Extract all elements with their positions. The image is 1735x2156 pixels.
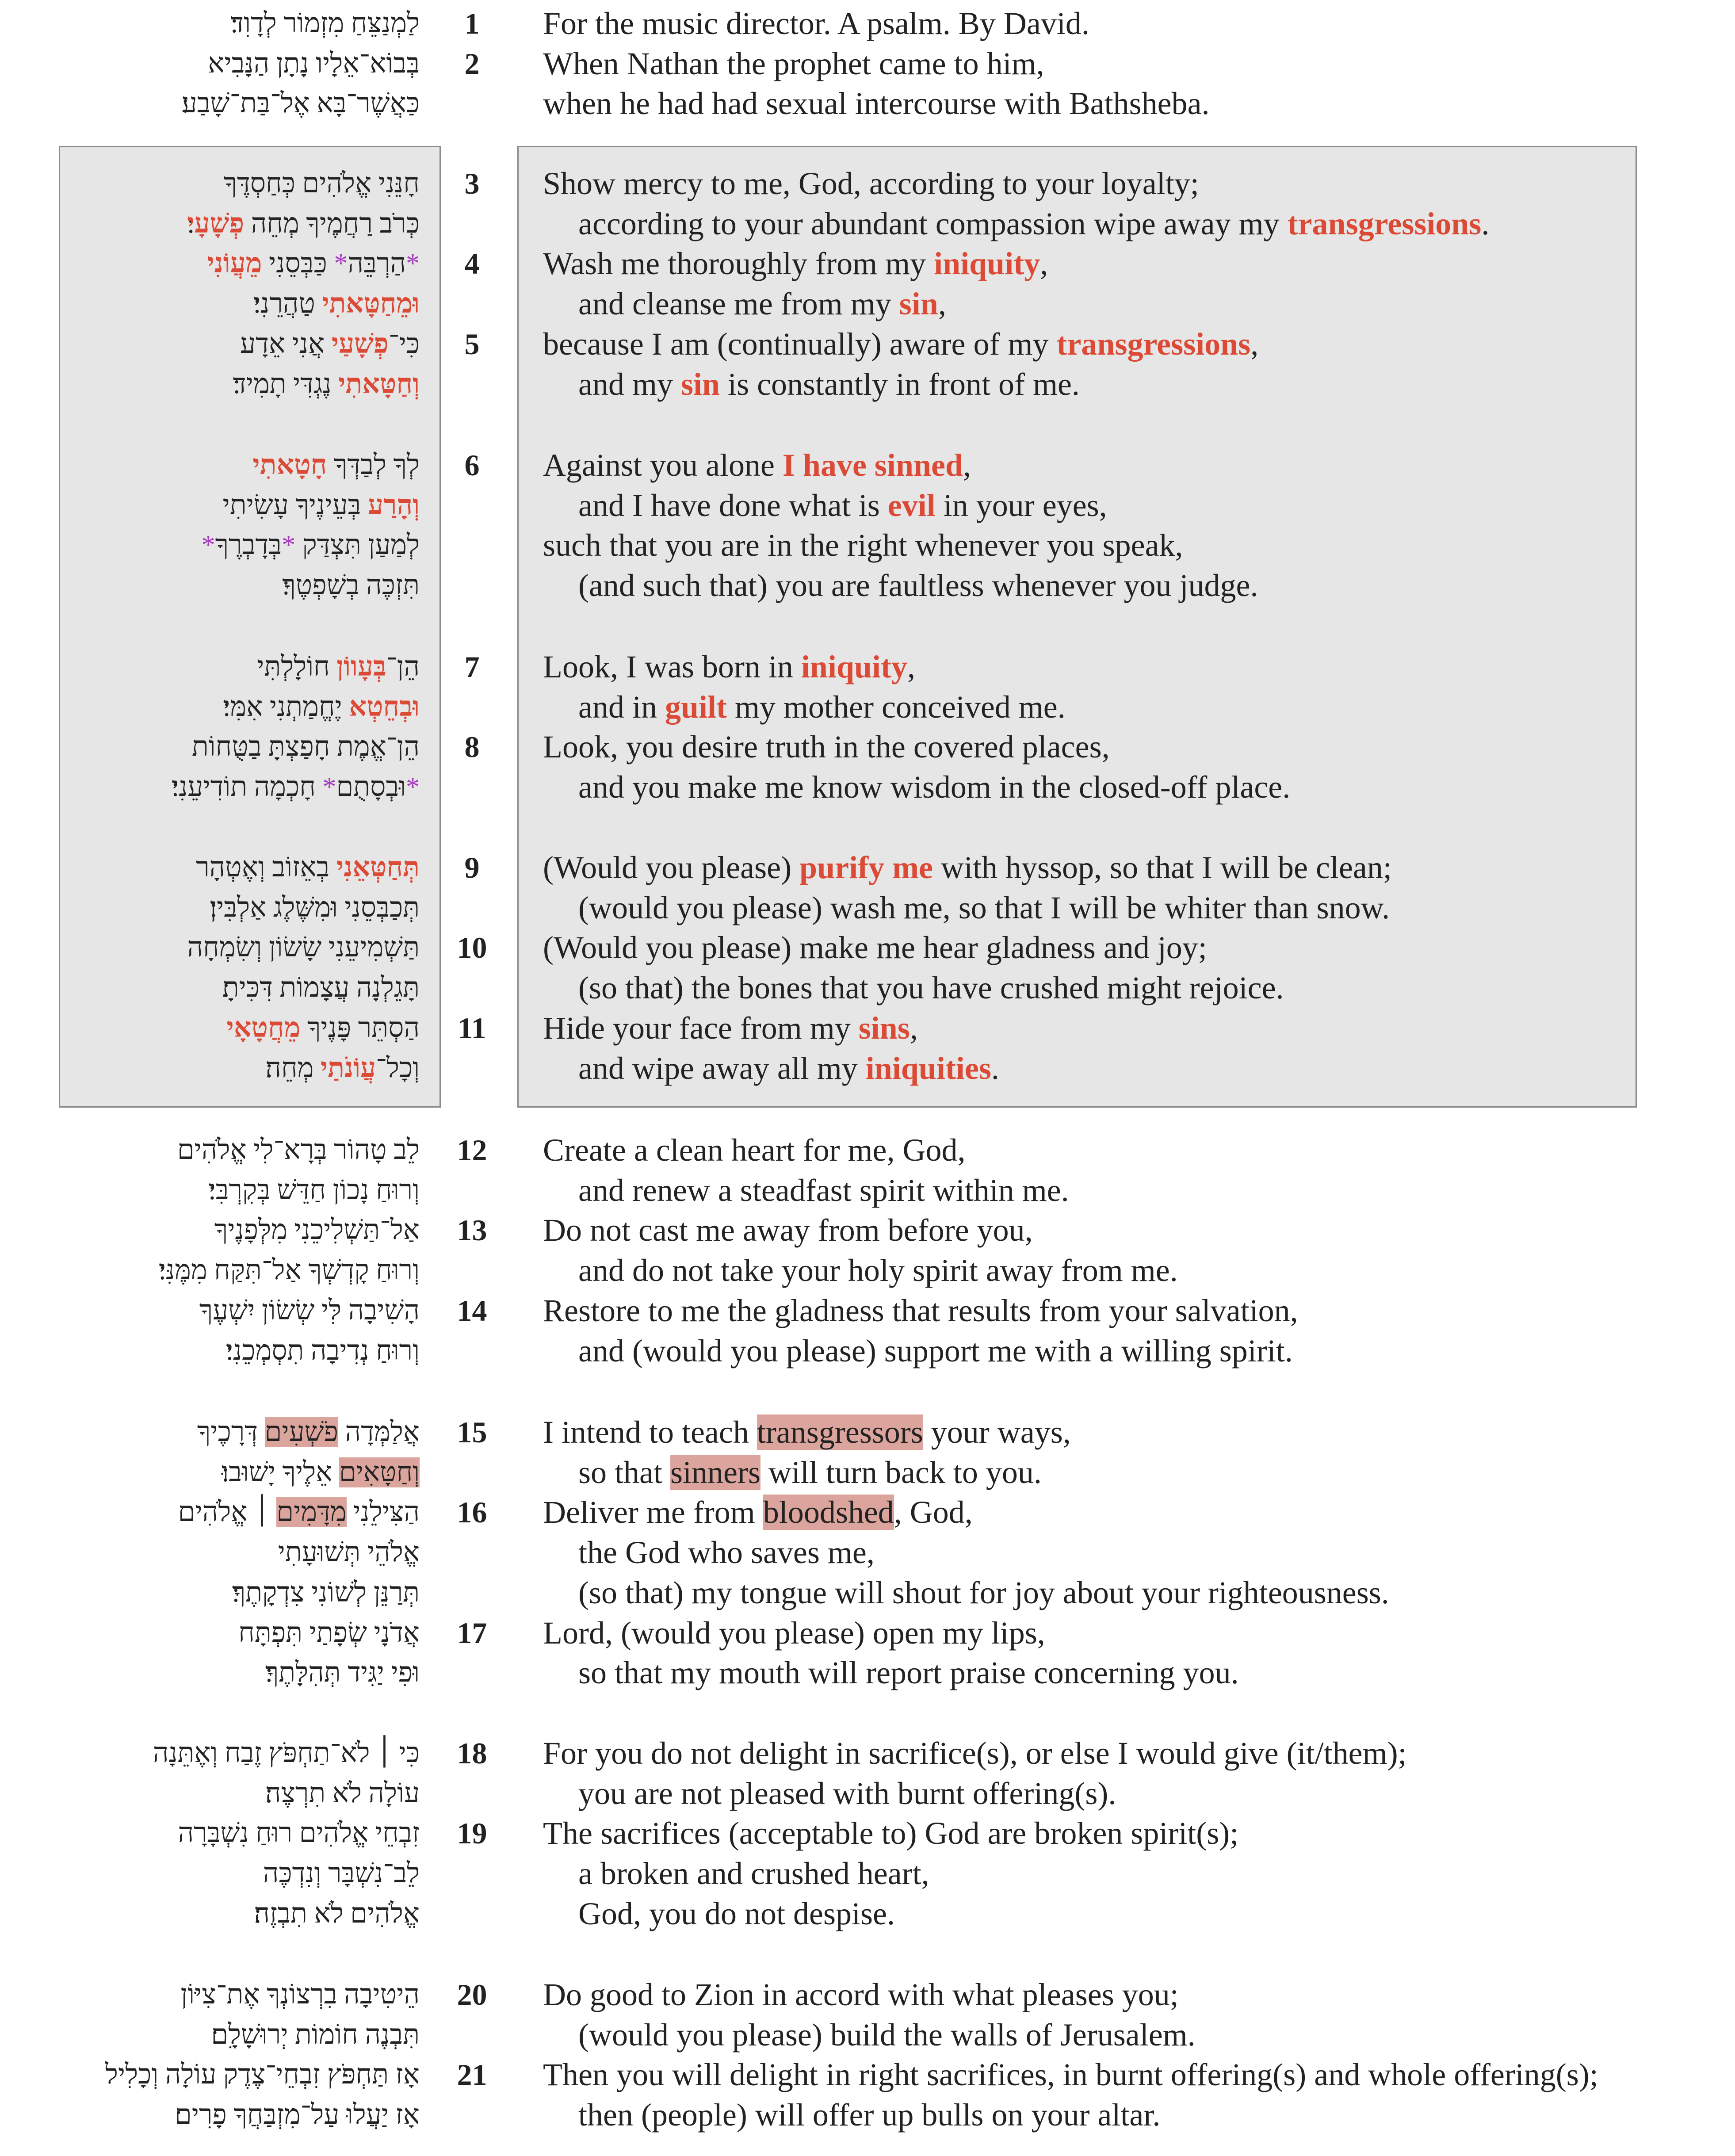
hebrew-line: [257, 647, 420, 687]
verse-number: [442, 1854, 502, 1893]
hebrew-text-segment: אָז יַעֲלוּ עַל־מִזְבַּחֲךָ פָרִים׃: [175, 2100, 420, 2130]
hebrew-text-segment: אַל־תַּשְׁלִיכֵנִי מִלְּפָנֶיךָ: [214, 1215, 420, 1246]
verse-number: [442, 1048, 502, 1088]
english-line: [578, 566, 1258, 605]
hebrew-line: [187, 204, 420, 244]
verse-number: [442, 1894, 502, 1934]
hebrew-text-segment: עוֹלָה לֹא תִרְצֶה׃: [265, 1778, 420, 1808]
english-text-segment: ,: [910, 1010, 918, 1046]
english-line: [578, 204, 1489, 244]
english-text-segment: in your eyes,: [935, 487, 1107, 523]
english-text-segment: Restore to me the gladness that results from your salvation,: [543, 1292, 1298, 1328]
english-line: [543, 44, 1044, 84]
english-text-segment: For the music director. A psalm. By David.: [543, 6, 1089, 41]
verse-number: 18: [457, 1736, 487, 1770]
english-text-segment: Look, I was born in: [543, 649, 801, 684]
english-text-segment: (would you please) build the walls of Jerusalem.: [578, 2017, 1196, 2053]
english-line: [543, 1412, 1071, 1452]
english-text-segment: Look, you desire truth in the covered places,: [543, 729, 1110, 765]
english-line: [578, 687, 1066, 727]
hebrew-line: [182, 84, 420, 123]
english-text-segment: ,: [1040, 246, 1048, 282]
english-emphasis-word: evil: [887, 487, 936, 523]
hebrew-line: [208, 44, 420, 84]
english-text-segment: The sacrifices (acceptable to) God are broken spirit(s);: [543, 1816, 1239, 1851]
verse-number: 12: [457, 1133, 487, 1167]
hebrew-line: [278, 1533, 420, 1572]
english-text-segment: and do not take your holy spirit away from me.: [578, 1253, 1178, 1288]
english-line: [578, 767, 1290, 807]
textual-note-marker: *: [322, 772, 336, 803]
verse-number: 1: [464, 7, 480, 40]
hebrew-text-segment: הַסְתֵּר פָּנֶיךָ: [300, 1013, 420, 1043]
english-line: [543, 1733, 1407, 1773]
english-emphasis-word: iniquities: [865, 1050, 991, 1086]
textual-note-marker: *: [334, 248, 348, 279]
hebrew-line: [233, 364, 420, 404]
verse-number: 19: [457, 1816, 487, 1850]
hebrew-line: [105, 2055, 420, 2095]
hebrew-text-segment: מְחֵה׃: [265, 1053, 321, 1083]
verse-number: 2: [464, 46, 480, 80]
english-line: [543, 848, 1392, 887]
verse-number: 4: [464, 247, 480, 281]
verse-number: [442, 525, 502, 565]
english-line: [578, 1774, 1116, 1813]
verse-number: 3: [464, 167, 480, 200]
hebrew-text-segment: וְרוּחַ נָכוֹן חַדֵּשׁ בְּקִרְבִּי׃: [208, 1175, 420, 1205]
hebrew-emphasis-word: פְשָׁעַי: [331, 329, 389, 359]
textual-note-marker: *: [201, 530, 215, 561]
hebrew-highlighted-word: פֹשְׁעִים: [264, 1417, 339, 1447]
english-emphasis-word: iniquity: [934, 246, 1040, 282]
hebrew-text-segment: טַהֲרֵנִי׃: [253, 289, 322, 319]
english-text-segment: and (would you please) support me with a willing spirit.: [578, 1333, 1293, 1369]
verse-number: [442, 204, 502, 244]
hebrew-line: [172, 767, 420, 807]
verse-number: 10: [457, 931, 487, 965]
english-text-segment: such that you are in the right whenever you speak,: [543, 528, 1183, 563]
english-text-segment: is constantly in front of me.: [720, 366, 1080, 402]
hebrew-text-segment: לֵב טָהוֹר בְּרָא־לִי אֱלֹהִים: [177, 1135, 420, 1165]
hebrew-text-segment: הֵן־אֱמֶת חָפַצְתָּ בַטֻּחוֹת: [191, 732, 420, 762]
verse-number: [442, 2015, 502, 2055]
textual-note-marker: *: [406, 772, 420, 803]
english-line: [578, 1854, 929, 1893]
hebrew-text-segment: יֶחֱמַתְנִי אִמִּי׃: [223, 692, 349, 722]
english-line: [543, 647, 915, 687]
english-text-segment: (Would you please) make me hear gladness and joy;: [543, 930, 1207, 966]
hebrew-emphasis-word: תְּחַטְּאֵנִי: [336, 852, 420, 883]
hebrew-text-segment: בְּעֵינֶיךָ עָשִׂיתִי: [222, 490, 368, 520]
english-emphasis-word: sin: [680, 366, 720, 402]
hebrew-text-segment: תְּכַבְּסֵנִי וּמִשֶּׁלֶג אַלְבִּין׃: [210, 892, 420, 923]
english-text-segment: God, you do not despise.: [578, 1896, 895, 1931]
english-text-segment: Deliver me from: [543, 1495, 763, 1530]
english-text-segment: and cleanse me from my: [578, 286, 899, 322]
hebrew-line: [199, 1291, 420, 1330]
hebrew-text-segment: אֱלֹהִים לֹא תִבְזֶה׃: [254, 1898, 420, 1929]
verse-number: [442, 1331, 502, 1371]
verse-number: [442, 566, 502, 605]
english-text-segment: Against you alone: [543, 447, 783, 483]
hebrew-text-segment: הֵיטִיבָה בִרְצוֹנְךָ אֶת־צִיּוֹן: [180, 1980, 420, 2010]
english-line: [578, 284, 946, 324]
verse-number: 11: [458, 1011, 486, 1045]
english-line: [578, 2095, 1160, 2135]
english-text-segment: ,: [938, 286, 946, 322]
hebrew-line: [263, 1854, 420, 1893]
english-text-segment: Do good to Zion in accord with what pleases you;: [543, 1977, 1179, 2012]
english-text-segment: according to your abundant compassion wipe away my: [578, 206, 1288, 241]
english-line: [543, 1975, 1179, 2015]
english-text-segment: ,: [1250, 326, 1259, 362]
hebrew-text-segment: כְּרֹב רַחֲמֶיךָ מְחֵה: [244, 208, 420, 239]
english-line: [578, 1573, 1389, 1613]
english-text-segment: and I have done what is: [578, 487, 888, 523]
english-text-segment: will turn back to you.: [760, 1454, 1042, 1490]
hebrew-line: [208, 1170, 420, 1210]
english-emphasis-word: sin: [899, 286, 938, 322]
hebrew-line: [177, 1130, 420, 1170]
hebrew-text-segment: הֵן־: [386, 652, 420, 682]
english-highlighted-word: bloodshed: [763, 1495, 894, 1530]
english-line: [578, 1170, 1069, 1210]
hebrew-emphasis-word: וּבְחֵטְא: [349, 692, 420, 722]
hebrew-emphasis-word: בְּעָווֹן: [336, 652, 386, 682]
english-line: [543, 164, 1199, 203]
hebrew-line: [192, 727, 420, 767]
hebrew-text-segment: בְּדָבְרֶךָ: [215, 530, 282, 561]
hebrew-text-segment: חוֹלָלְתִּי: [257, 652, 337, 682]
hebrew-text-segment: כַּבְּסֵנִי: [262, 248, 334, 279]
verse-number: [442, 1453, 502, 1492]
hebrew-emphasis-word: וְחַטָּאתִי: [338, 369, 420, 399]
english-emphasis-word: sins: [858, 1010, 910, 1046]
english-text-segment: Show mercy to me, God, according to your loyalty;: [543, 166, 1199, 201]
hebrew-line: [232, 1573, 420, 1613]
verse-number: [442, 888, 502, 928]
hebrew-text-segment: אָז תַּחְפֹּץ זִבְחֵי־צֶדֶק עוֹלָה וְכָלִיל: [105, 2060, 420, 2090]
verse-number: [442, 84, 502, 123]
english-highlighted-word: transgressors: [757, 1414, 923, 1450]
english-text-segment: I intend to teach: [543, 1414, 757, 1450]
english-text-segment: .: [991, 1050, 999, 1086]
english-text-segment: when he had had sexual intercourse with Bathsheba.: [543, 86, 1210, 122]
english-text-segment: Do not cast me away from before you,: [543, 1212, 1033, 1248]
verse-number: [442, 1653, 502, 1693]
english-text-segment: ,: [907, 649, 916, 684]
english-line: [578, 1250, 1178, 1290]
english-line: [543, 84, 1210, 123]
english-line: [578, 485, 1107, 525]
english-line: [578, 364, 1080, 404]
verse-number: [442, 1774, 502, 1813]
verse-number: [442, 364, 502, 404]
hebrew-highlighted-word: וְחַטָּאִים: [339, 1457, 420, 1487]
verse-number: 6: [464, 448, 480, 482]
english-text-segment: Wash me thoroughly from my: [543, 246, 934, 282]
hebrew-line: [265, 1048, 420, 1088]
verse-number: 5: [464, 327, 480, 361]
hebrew-text-segment: אֲנִי אֵדָע: [240, 329, 332, 359]
english-line: [543, 244, 1048, 283]
hebrew-highlighted-word: מִדָּמִים: [276, 1497, 347, 1528]
verse-number: [442, 1533, 502, 1572]
hebrew-text-segment: אֲלַמְּדָה: [338, 1417, 420, 1447]
english-text-segment: (so that) my tongue will shout for joy about your righteousness.: [578, 1575, 1389, 1610]
hebrew-line: [178, 1813, 420, 1853]
hebrew-line: [180, 1975, 420, 2015]
hebrew-emphasis-word: וּמֵחַטָּאתִי: [322, 289, 420, 319]
english-text-segment: (would you please) wash me, so that I will be whiter than snow.: [578, 890, 1390, 925]
hebrew-text-segment: תָּגֵלְנָה עֲצָמוֹת דִּכִּיתָ׃: [222, 973, 420, 1003]
english-text-segment: When Nathan the prophet came to him,: [543, 46, 1044, 81]
english-text-segment: so that: [578, 1454, 670, 1490]
hebrew-emphasis-word: מֵעֲוֹנִי: [207, 248, 262, 279]
english-text-segment: because I am (continually) aware of my: [543, 326, 1057, 362]
english-text-segment: you are not pleased with burnt offering(s).: [578, 1775, 1116, 1811]
hebrew-emphasis-word: וְהָרַע: [367, 490, 420, 520]
hebrew-text-segment: בְּבוֹא־אֵלָיו נָתָן הַנָּבִיא: [208, 48, 420, 79]
hebrew-text-segment: נֶגְדִּי תָמִיד׃: [233, 369, 339, 399]
hebrew-text-segment: תִּבְנֶה חוֹמוֹת יְרוּשָׁלָ͏ִם׃: [211, 2019, 420, 2050]
hebrew-emphasis-word: חָטָאתִי: [252, 450, 327, 480]
english-line: [578, 1331, 1293, 1371]
hebrew-line: [175, 2095, 420, 2135]
verse-number: 16: [457, 1495, 487, 1529]
hebrew-line: [253, 284, 420, 324]
hebrew-line: [265, 1774, 420, 1813]
hebrew-text-segment: תַּשְׁמִיעֵנִי שָׂשׂוֹן וְשִׂמְחָה: [187, 933, 420, 963]
english-text-segment: .: [1481, 206, 1490, 241]
english-text-segment: Then you will delight in right sacrifices, in burnt offering(s) and whole offering(s);: [543, 2057, 1598, 2093]
hebrew-text-segment: זִבְחֵי אֱלֹהִים רוּחַ נִשְׁבָּרָה: [178, 1818, 420, 1849]
hebrew-line: [222, 1453, 420, 1492]
english-text-segment: (so that) the bones that you have crushed might rejoice.: [578, 970, 1284, 1006]
hebrew-line: [230, 4, 420, 43]
hebrew-text-segment: אֲדֹנָי שְׂפָתַי תִּפְתָּח: [238, 1617, 420, 1648]
english-line: [543, 1008, 918, 1048]
english-text-segment: so that my mouth will report praise concerning you.: [578, 1655, 1239, 1691]
hebrew-line: [159, 1250, 420, 1290]
hebrew-text-segment: הַרְבֵּה: [348, 248, 406, 279]
hebrew-line: [238, 1613, 420, 1653]
english-line: [578, 968, 1284, 1008]
english-text-segment: ,: [963, 447, 971, 483]
hebrew-line: [210, 888, 420, 928]
verse-number: [442, 485, 502, 525]
english-text-segment: and in: [578, 689, 665, 725]
hebrew-line: [223, 485, 420, 525]
verse-number: [442, 1250, 502, 1290]
english-line: [578, 1453, 1042, 1492]
english-text-segment: Hide your face from my: [543, 1010, 859, 1046]
hebrew-text-segment: בְאֵזוֹב וְאֶטְהָר: [196, 852, 336, 883]
hebrew-line: [240, 324, 420, 364]
hebrew-text-segment: לֵב־נִשְׁבָּר וְנִדְכֶּה: [263, 1858, 420, 1889]
english-text-segment: For you do not delight in sacrifice(s), or else I would give (it/them);: [543, 1736, 1407, 1771]
english-text-segment: (Would you please): [543, 850, 800, 885]
english-line: [543, 928, 1207, 967]
hebrew-text-segment: ׀ אֱלֹהִים: [178, 1497, 277, 1528]
verse-number: 7: [464, 650, 480, 684]
hebrew-text-segment: לְךָ לְבַדְּךָ: [327, 450, 420, 480]
english-highlighted-word: sinners: [670, 1454, 760, 1490]
english-emphasis-word: I have sinned: [782, 447, 963, 483]
verse-number: 14: [457, 1293, 487, 1327]
hebrew-text-segment: חָנֵּנִי אֱלֹהִים כְּחַסְדֶּךָ: [223, 168, 420, 199]
hebrew-line: [223, 164, 420, 203]
hebrew-line: [207, 244, 420, 283]
english-line: [543, 1613, 1045, 1653]
hebrew-line: [226, 1331, 420, 1371]
english-line: [578, 1048, 999, 1088]
verse-number: [442, 1170, 502, 1210]
english-text-segment: Create a clean heart for me, God,: [543, 1132, 966, 1168]
hebrew-line: [197, 1412, 420, 1452]
verse-number: 8: [464, 730, 480, 764]
english-text-segment: (and such that) you are faultless whenever you judge.: [578, 568, 1258, 604]
english-line: [543, 1813, 1238, 1853]
english-emphasis-word: transgressions: [1056, 326, 1251, 362]
english-text-segment: Lord, (would you please) open my lips,: [543, 1615, 1045, 1651]
english-emphasis-word: purify me: [799, 850, 933, 885]
hebrew-text-segment: תִּזְכֶּה בְשָׁפְטֶךָ׃: [282, 570, 420, 601]
english-line: [543, 1492, 973, 1532]
hebrew-line: [196, 848, 420, 887]
english-line: [578, 888, 1390, 928]
english-line: [578, 1533, 875, 1572]
english-line: [543, 324, 1258, 364]
hebrew-emphasis-word: פְשָׁעָי: [187, 208, 245, 239]
verse-number: 21: [457, 2058, 487, 2092]
hebrew-text-segment: כִּי־: [388, 329, 420, 359]
hebrew-line: [153, 1733, 420, 1773]
hebrew-text-segment: חָכְמָה תוֹדִיעֵנִי׃: [171, 772, 323, 803]
verse-number: [442, 2095, 502, 2135]
hebrew-line: [252, 445, 420, 485]
english-text-segment: , God,: [894, 1495, 973, 1530]
verse-number: 20: [457, 1978, 487, 2011]
hebrew-line: [178, 1492, 420, 1532]
textual-note-marker: *: [406, 248, 420, 279]
english-line: [543, 1130, 966, 1170]
english-line: [543, 525, 1183, 565]
verse-number: 9: [464, 851, 480, 884]
verse-number: [442, 687, 502, 727]
verse-number: [442, 767, 502, 807]
hebrew-text-segment: וְרוּחַ נְדִיבָה תִסְמְכֵנִי׃: [225, 1335, 420, 1366]
hebrew-text-segment: וּפִי יַגִּיד תְּהִלָּתֶךָ׃: [265, 1658, 420, 1688]
hebrew-text-segment: לְמַעַן תִּצְדַּק: [295, 530, 420, 561]
english-text-segment: and you make me know wisdom in the closed-off place.: [578, 769, 1291, 805]
hebrew-text-segment: הָשִׁיבָה לִּי שְׂשׂוֹן יִשְׁעֶךָ: [199, 1295, 420, 1326]
textual-note-marker: *: [282, 530, 296, 561]
english-line: [543, 2055, 1598, 2095]
hebrew-text-segment: אֱלֹהֵי תְּשׁוּעָתִי: [278, 1537, 420, 1568]
verse-number: [442, 1573, 502, 1613]
hebrew-text-segment: כִּי ׀ לֹא־תַחְפֹּץ זֶבַח וְאֶתֵּנָה: [153, 1738, 420, 1768]
hebrew-line: [254, 1894, 420, 1934]
english-text-segment: and my: [578, 366, 681, 402]
hebrew-line: [187, 928, 420, 967]
english-text-segment: and renew a steadfast spirit within me.: [578, 1172, 1069, 1208]
verse-number: [442, 968, 502, 1008]
hebrew-text-segment: לַמְנַצֵּחַ מִזְמוֹר לְדָוִד׃: [230, 8, 420, 38]
hebrew-text-segment: הַצִּילֵנִי: [346, 1497, 420, 1528]
hebrew-text-segment: תְּרַנֵּן לְשׁוֹנִי צִדְקָתֶךָ׃: [232, 1577, 420, 1608]
verse-number: [442, 284, 502, 324]
hebrew-emphasis-word: מֵחֲטָאָי: [226, 1013, 301, 1043]
english-line: [543, 727, 1110, 767]
english-text-segment: with hyssop, so that I will be clean;: [933, 850, 1392, 885]
english-emphasis-word: guilt: [665, 689, 727, 725]
english-line: [543, 4, 1089, 43]
hebrew-line: [226, 1008, 420, 1048]
verse-number: 17: [457, 1616, 487, 1650]
hebrew-text-segment: וּבְסָתֻם: [336, 772, 406, 803]
hebrew-line: [211, 2015, 420, 2055]
hebrew-text-segment: דְּרָכֶיךָ: [197, 1417, 265, 1447]
hebrew-line: [202, 525, 420, 565]
english-line: [578, 2015, 1196, 2055]
hebrew-line: [222, 968, 420, 1008]
english-text-segment: a broken and crushed heart,: [578, 1856, 929, 1892]
english-emphasis-word: iniquity: [801, 649, 908, 684]
hebrew-text-segment: וְכָל־: [376, 1053, 420, 1083]
english-text-segment: then (people) will offer up bulls on your altar.: [578, 2097, 1161, 2133]
english-emphasis-word: transgressions: [1287, 206, 1482, 241]
hebrew-line: [214, 1210, 420, 1250]
hebrew-line: [282, 566, 420, 605]
english-line: [543, 1210, 1033, 1250]
english-line: [543, 445, 971, 485]
hebrew-text-segment: אֵלֶיךָ יָשׁוּבוּ׃: [222, 1457, 339, 1487]
hebrew-emphasis-word: עֲוֹנֹתַי: [320, 1053, 376, 1083]
english-line: [543, 1291, 1298, 1330]
english-text-segment: the God who saves me,: [578, 1535, 875, 1571]
verse-number: 13: [457, 1213, 487, 1247]
english-line: [578, 1894, 895, 1934]
english-text-segment: and wipe away all my: [578, 1050, 866, 1086]
english-text-segment: my mother conceived me.: [727, 689, 1066, 725]
hebrew-text-segment: וְרוּחַ קָדְשְׁךָ אַל־תִּקַּח מִמֶּנִּי׃: [158, 1255, 420, 1286]
hebrew-line: [265, 1653, 420, 1693]
english-line: [578, 1653, 1239, 1693]
hebrew-text-segment: כַּאֲשֶׁר־בָּא אֶל־בַּת־שָׁבַע׃: [181, 88, 420, 119]
english-text-segment: your ways,: [923, 1414, 1071, 1450]
hebrew-line: [223, 687, 420, 727]
verse-number: 15: [457, 1415, 487, 1449]
